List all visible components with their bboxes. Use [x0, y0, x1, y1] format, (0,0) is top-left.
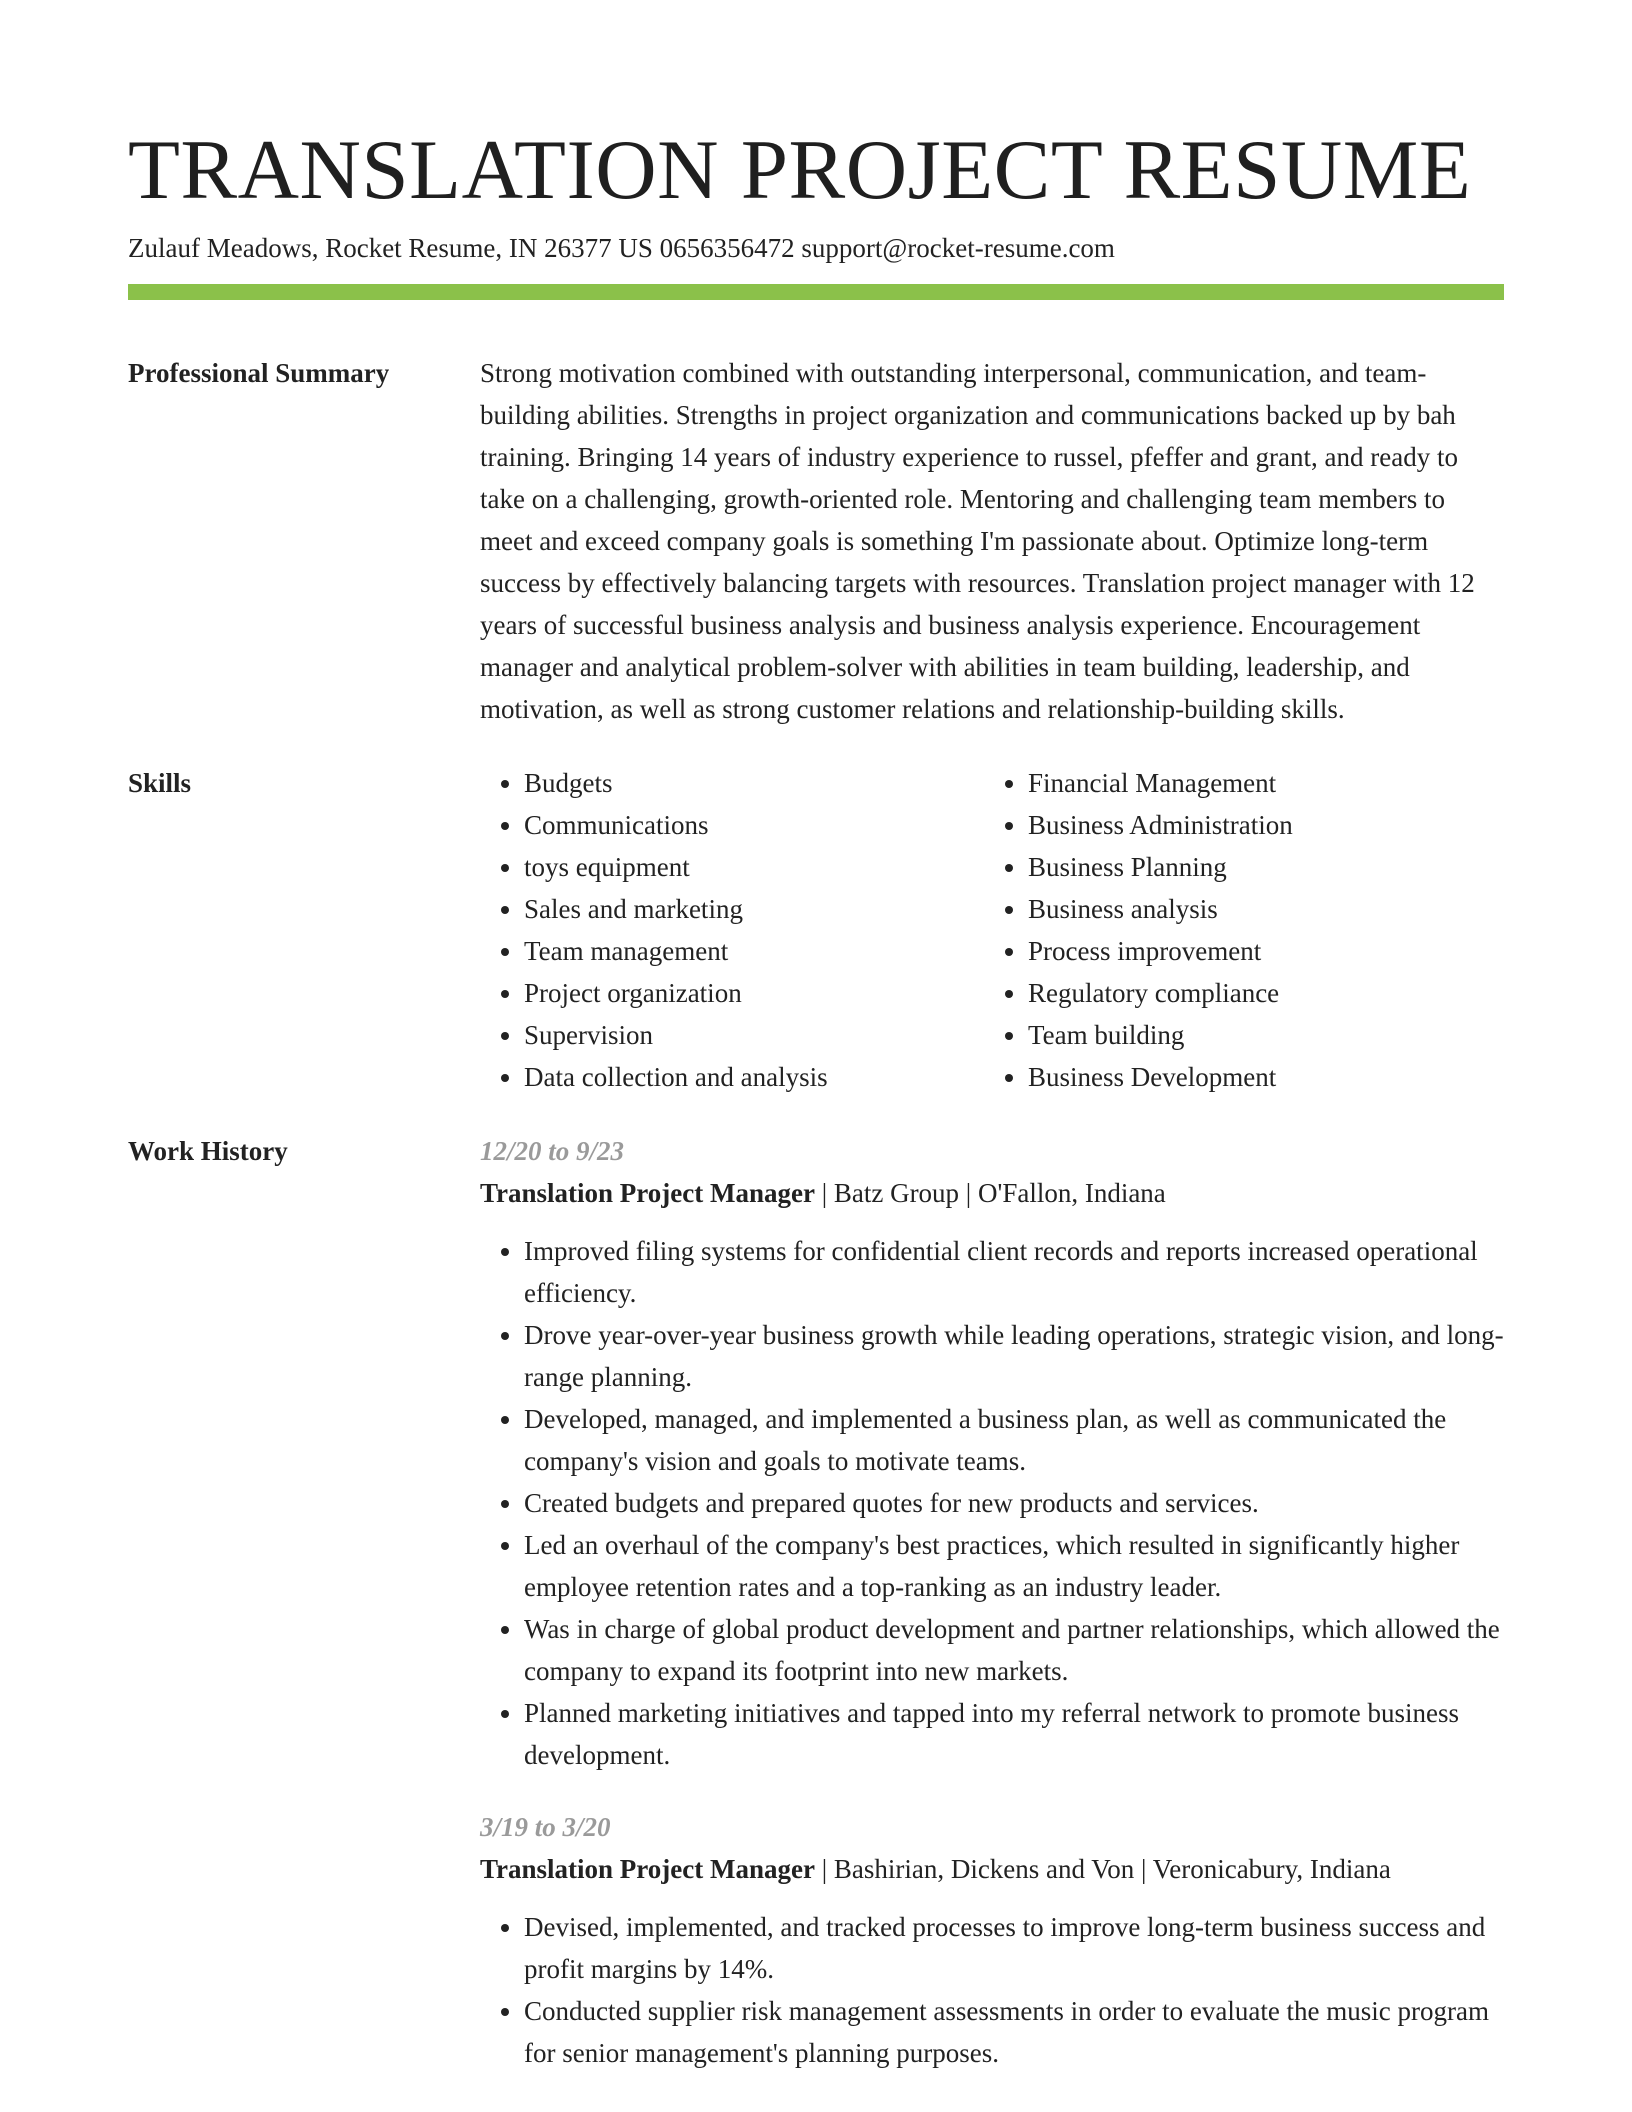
- job-bullet: • Developed, managed, and implemented a business plan, as well as communicated the company's vision and goals to motivate teams.: [524, 1398, 1504, 1482]
- job-employer-location: | Batz Group | O'Fallon, Indiana: [814, 1178, 1166, 1208]
- job-entry: [480, 1130, 1504, 1776]
- summary-text: Strong motivation combined with outstanding interpersonal, communication, and team-building abilities. Strengths in project organization and communications backed up by bah training. Bringing 14 years of industry experience to russel, pfeffer and grant, and ready to take on a challenging, growth-oriented role. Mentoring and challenging team members to meet and exceed company goals is something I'm passionate about. Optimize long-term success by effectively balancing targets with resources. Translation project manager with 12 years of successful business analysis and business analysis experience. Encouragement manager and analytical problem-solver with abilities in team building, leadership, and motivation, as well as strong customer relations and relationship-building skills.: [480, 358, 1475, 724]
- resume-page: [128, 118, 1504, 2074]
- skill-item: • Business Planning: [1028, 846, 1488, 888]
- skill-item: • Business Development: [1028, 1056, 1488, 1098]
- job-dates: 3/19 to 3/20: [480, 1812, 611, 1842]
- job-bullet-list: [480, 1230, 1504, 1776]
- skill-item: • Financial Management: [1028, 762, 1488, 804]
- skill-item: • Team building: [1028, 1014, 1488, 1056]
- section-label-summary: Professional Summary: [128, 358, 390, 388]
- job-bullet: • Conducted supplier risk management assessments in order to evaluate the music program for senior management's planning purposes.: [524, 1990, 1504, 2074]
- skill-item: • Business analysis: [1028, 888, 1488, 930]
- job-entry: [480, 1806, 1504, 2074]
- skill-item: • Team management: [524, 930, 984, 972]
- skill-item: • Regulatory compliance: [1028, 972, 1488, 1014]
- skill-item: • Business Administration: [1028, 804, 1488, 846]
- job-employer-location: | Bashirian, Dickens and Von | Veronicabury, Indiana: [814, 1854, 1391, 1884]
- skills-column-left: [480, 762, 984, 1098]
- skills-list-right: [984, 762, 1488, 1098]
- skill-item: • Project organization: [524, 972, 984, 1014]
- job-bullet: • Drove year-over-year business growth while leading operations, strategic vision, and long-range planning.: [524, 1314, 1504, 1398]
- job-bullet: • Created budgets and prepared quotes for new products and services.: [524, 1482, 1504, 1524]
- skill-item: • Budgets: [524, 762, 984, 804]
- job-title: Translation Project Manager: [480, 1854, 815, 1884]
- skill-item: • Process improvement: [1028, 930, 1488, 972]
- accent-divider: [128, 284, 1504, 300]
- job-title: Translation Project Manager: [480, 1178, 815, 1208]
- job-bullet: • Devised, implemented, and tracked processes to improve long-term business success and profit margins by 14%.: [524, 1906, 1504, 1990]
- job-bullet: • Planned marketing initiatives and tapped into my referral network to promote business development.: [524, 1692, 1504, 1776]
- skills-column-right: [984, 762, 1488, 1098]
- section-label-skills: Skills: [128, 768, 192, 798]
- professional-summary-section: [128, 352, 1504, 730]
- job-bullet: • Was in charge of global product development and partner relationships, which allowed the company to expand its footprint into new markets.: [524, 1608, 1504, 1692]
- skills-list-left: [480, 762, 984, 1098]
- contact-line: Zulauf Meadows, Rocket Resume, IN 26377 US 0656356472 support@rocket-resume.com: [128, 233, 1115, 263]
- job-bullet-list: [480, 1906, 1504, 2074]
- section-label-work-history: Work History: [128, 1136, 288, 1166]
- skill-item: • toys equipment: [524, 846, 984, 888]
- job-bullet: • Led an overhaul of the company's best practices, which resulted in significantly higher employee retention rates and a top-ranking as an industry leader.: [524, 1524, 1504, 1608]
- skill-item: • Data collection and analysis: [524, 1056, 984, 1098]
- work-history-section: [128, 1130, 1504, 2074]
- job-dates: 12/20 to 9/23: [480, 1136, 625, 1166]
- job-bullet: • Improved filing systems for confidential client records and reports increased operational efficiency.: [524, 1230, 1504, 1314]
- job-title-line: [480, 1848, 1504, 1890]
- skill-item: • Communications: [524, 804, 984, 846]
- skills-columns: [480, 762, 1504, 1098]
- skills-section: [128, 762, 1504, 1098]
- work-history-body: [480, 1130, 1504, 2074]
- skill-item: • Sales and marketing: [524, 888, 984, 930]
- job-title-line: [480, 1172, 1504, 1214]
- skill-item: • Supervision: [524, 1014, 984, 1056]
- resume-title: TRANSLATION PROJECT RESUME: [128, 123, 1472, 217]
